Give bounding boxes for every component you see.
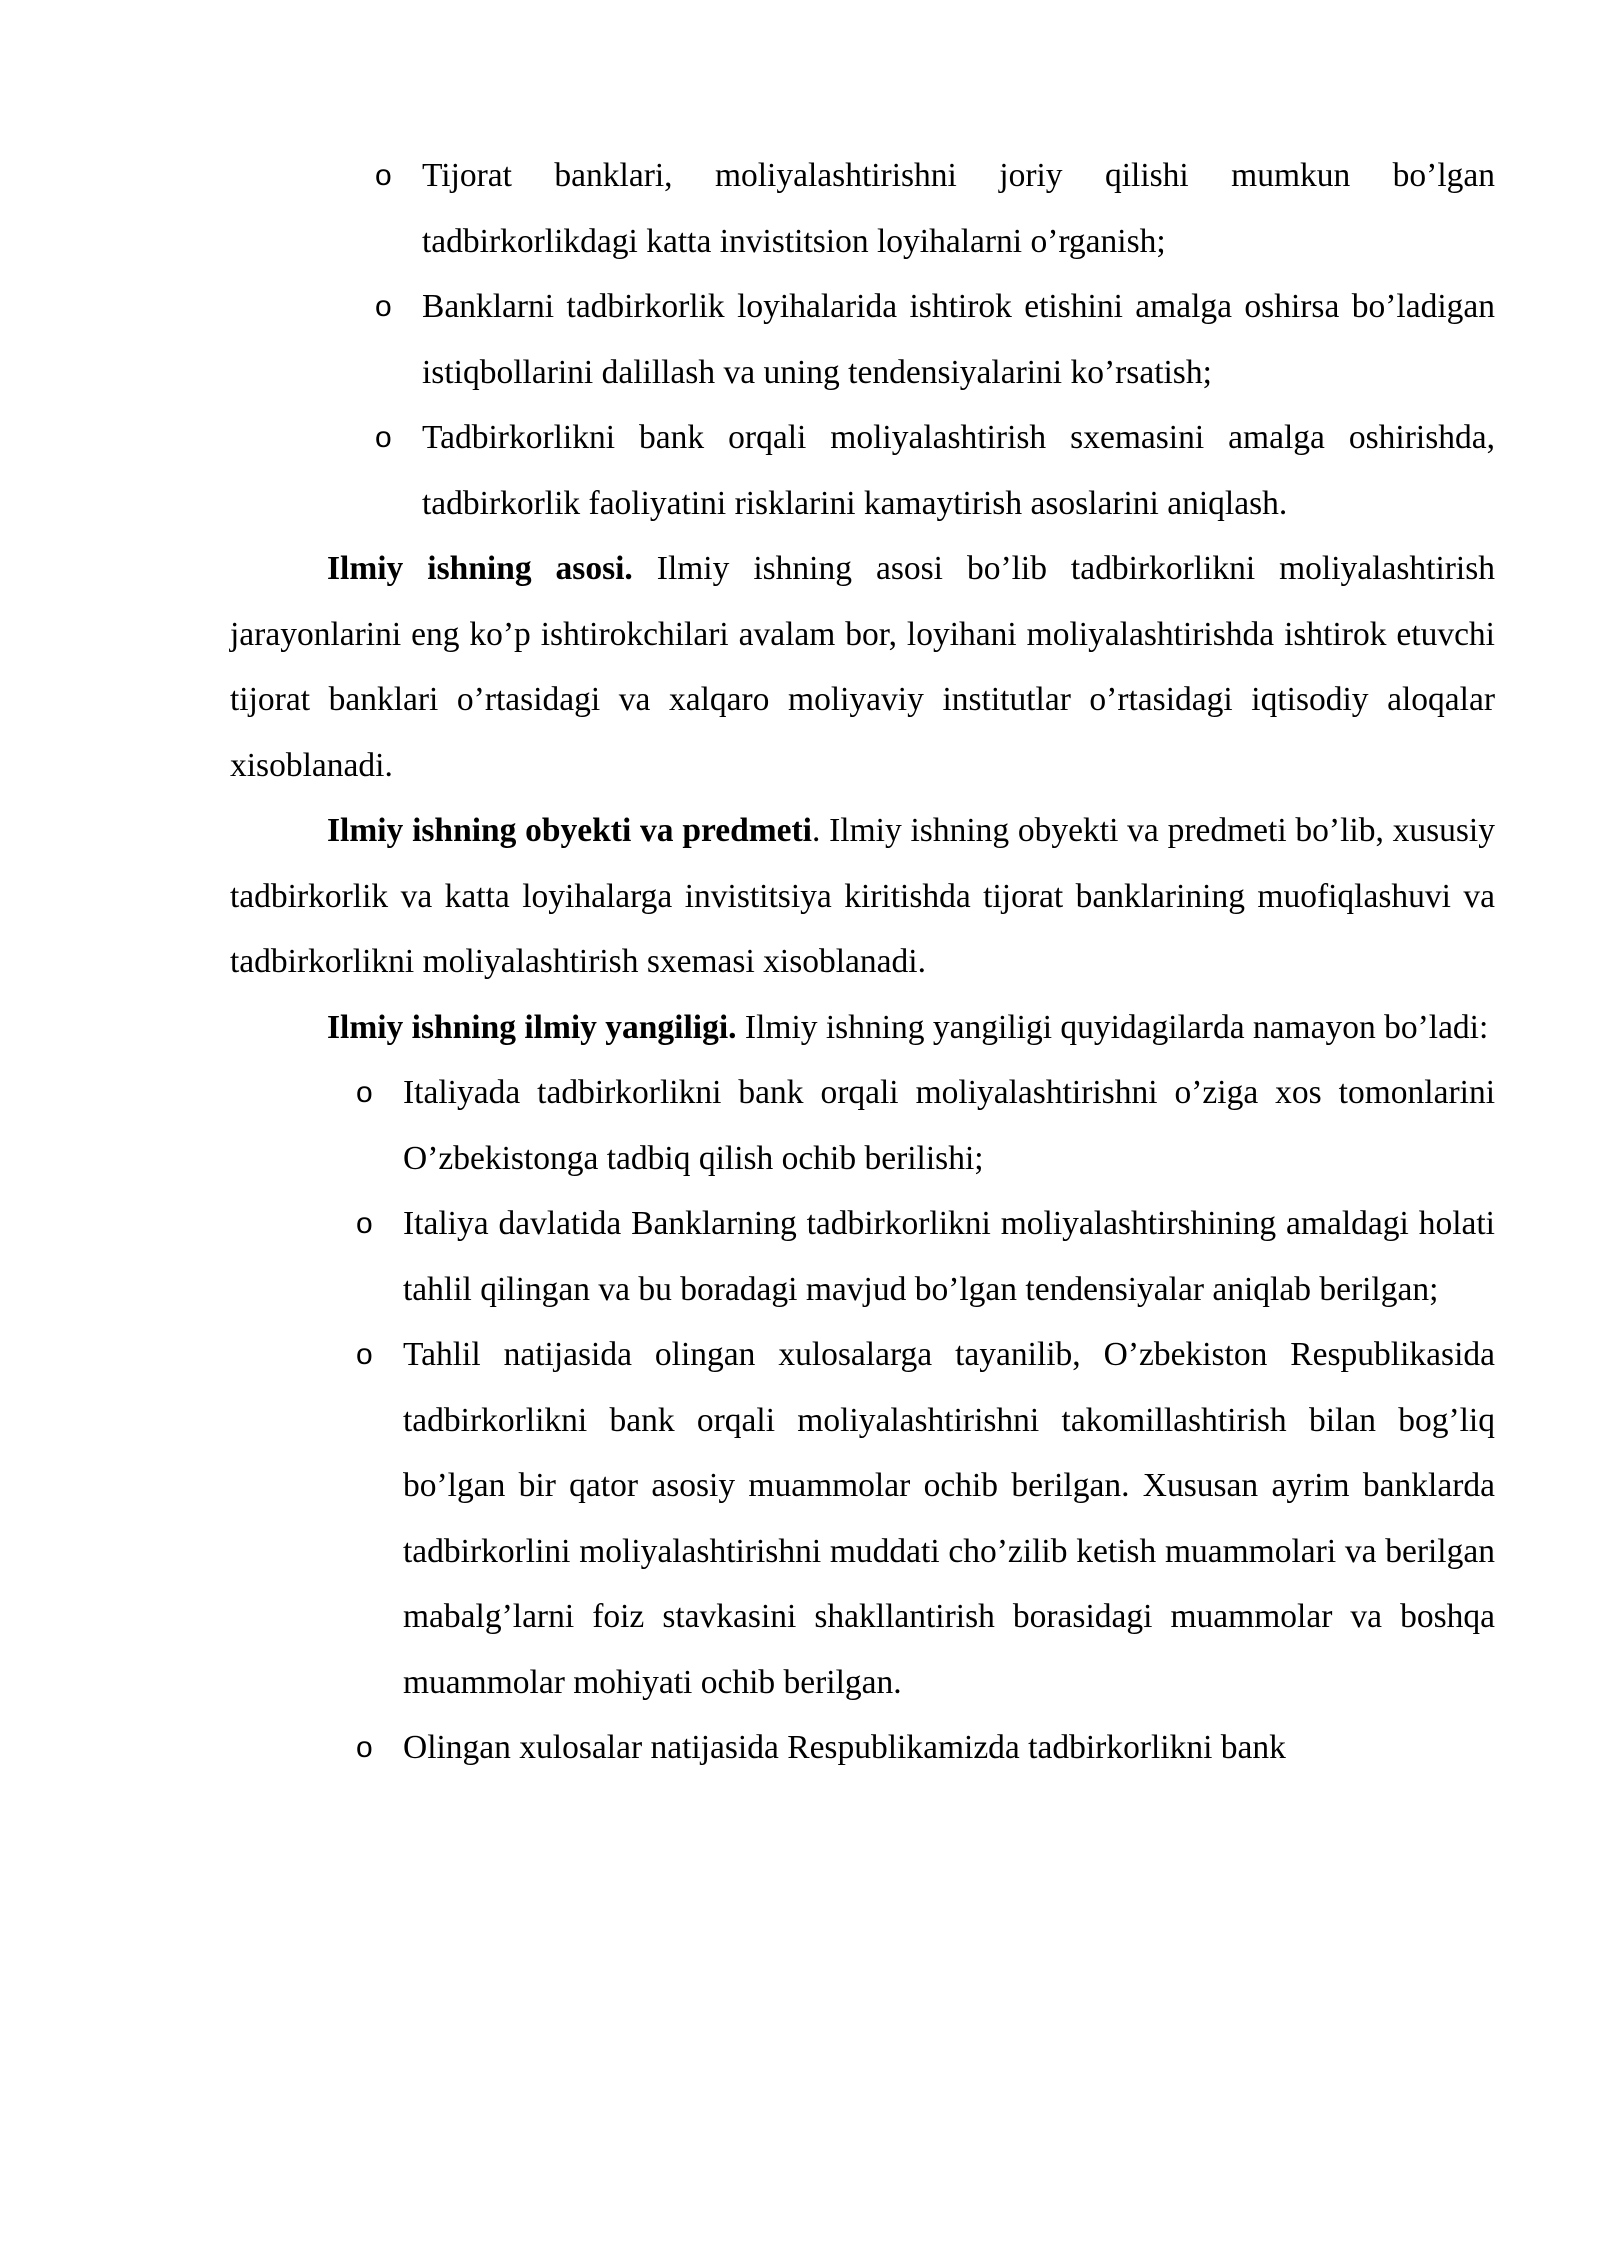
list-item-text: Tadbirkorlikni bank orqali moliyalashtirish sxemasini amalga oshirishda, tadbirkorlik faoliyatini risklarini kamaytirish asoslarini aniqlash. bbox=[422, 419, 1495, 522]
paragraph-heading: Ilmiy ishning obyekti va predmeti bbox=[327, 812, 812, 849]
paragraph-research-object bbox=[230, 798, 1495, 995]
list-item bbox=[230, 405, 1495, 536]
list-item bbox=[230, 1715, 1495, 1781]
list-item-text: Tijorat banklari, moliyalashtirishni joriy qilishi mumkun bo’lgan tadbirkorlikdagi katta invistitsion loyihalarni o’rganish; bbox=[422, 157, 1495, 260]
paragraph-heading: Ilmiy ishning asosi. bbox=[327, 550, 633, 587]
circle-bullet-icon: o bbox=[375, 290, 392, 323]
circle-bullet-icon: o bbox=[375, 421, 392, 454]
novelty-list bbox=[230, 1060, 1495, 1781]
list-item bbox=[230, 1191, 1495, 1322]
list-item bbox=[230, 143, 1495, 274]
list-item bbox=[230, 1322, 1495, 1715]
list-item-text: Olingan xulosalar natijasida Respublikamizda tadbirkorlikni bank bbox=[403, 1729, 1286, 1766]
paragraph-text: Ilmiy ishning asosi bo’lib tadbirkorlikni moliyalashtirish jarayonlarini eng ko’p ishtirokchilari avalam bor, loyihani moliyalashtirishda ishtirok etuvchi tijorat banklari o’rtasidagi va xalqaro moliyaviy institutlar o’rtasidagi iqtisodiy aloqalar xisoblanadi. bbox=[230, 550, 1495, 784]
list-item-text: Italiyada tadbirkorlikni bank orqali moliyalashtirishni o’ziga xos tomonlarini O’zbekistonga tadbiq qilish ochib berilishi; bbox=[403, 1074, 1495, 1177]
circle-bullet-icon: o bbox=[375, 159, 392, 192]
circle-bullet-icon: o bbox=[356, 1076, 373, 1109]
list-item bbox=[230, 1060, 1495, 1191]
paragraph-text: . Ilmiy ishning obyekti va predmeti bo’lib, xususiy tadbirkorlik va katta loyihalarga invistitsiya kiritishda tijorat banklarining muofiqlashuvi va tadbirkorlikni moliyalashtirish sxemasi xisoblanadi. bbox=[230, 812, 1495, 980]
paragraph-heading: Ilmiy ishning ilmiy yangiligi. bbox=[327, 1008, 737, 1046]
objectives-list bbox=[230, 143, 1495, 536]
list-item bbox=[230, 274, 1495, 405]
paragraph-text: Ilmiy ishning yangiligi quyidagilarda namayon bo’ladi: bbox=[736, 1008, 1489, 1046]
circle-bullet-icon: o bbox=[356, 1338, 373, 1371]
list-item-text: Tahlil natijasida olingan xulosalarga tayanilib, O’zbekiston Respublikasida tadbirkorlikni bank orqali moliyalashtirishni takomillashtirish bilan bog’liq bo’lgan bir qator asosiy muammolar ochib berilgan. Xususan ayrim banklarda tadbirkorlini moliyalashtirishni muddati cho’zilib ketish muammolari va berilgan mabalg’larni foiz stavkasini shakllantirish borasidagi muammolar va boshqa muammolar mohiyati ochib berilgan. bbox=[403, 1336, 1495, 1701]
paragraph-research-novelty bbox=[230, 995, 1495, 1061]
circle-bullet-icon: o bbox=[356, 1731, 373, 1764]
list-item-text: Banklarni tadbirkorlik loyihalarida ishtirok etishini amalga oshirsa bo’ladigan istiqbollarini dalillash va uning tendensiyalarini ko’rsatish; bbox=[422, 288, 1495, 391]
list-item-text: Italiya davlatida Banklarning tadbirkorlikni moliyalashtirshining amaldagi holati tahlil qilingan va bu boradagi mavjud bo’lgan tendensiyalar aniqlab berilgan; bbox=[403, 1205, 1495, 1308]
circle-bullet-icon: o bbox=[356, 1207, 373, 1240]
paragraph-research-basis bbox=[230, 536, 1495, 798]
